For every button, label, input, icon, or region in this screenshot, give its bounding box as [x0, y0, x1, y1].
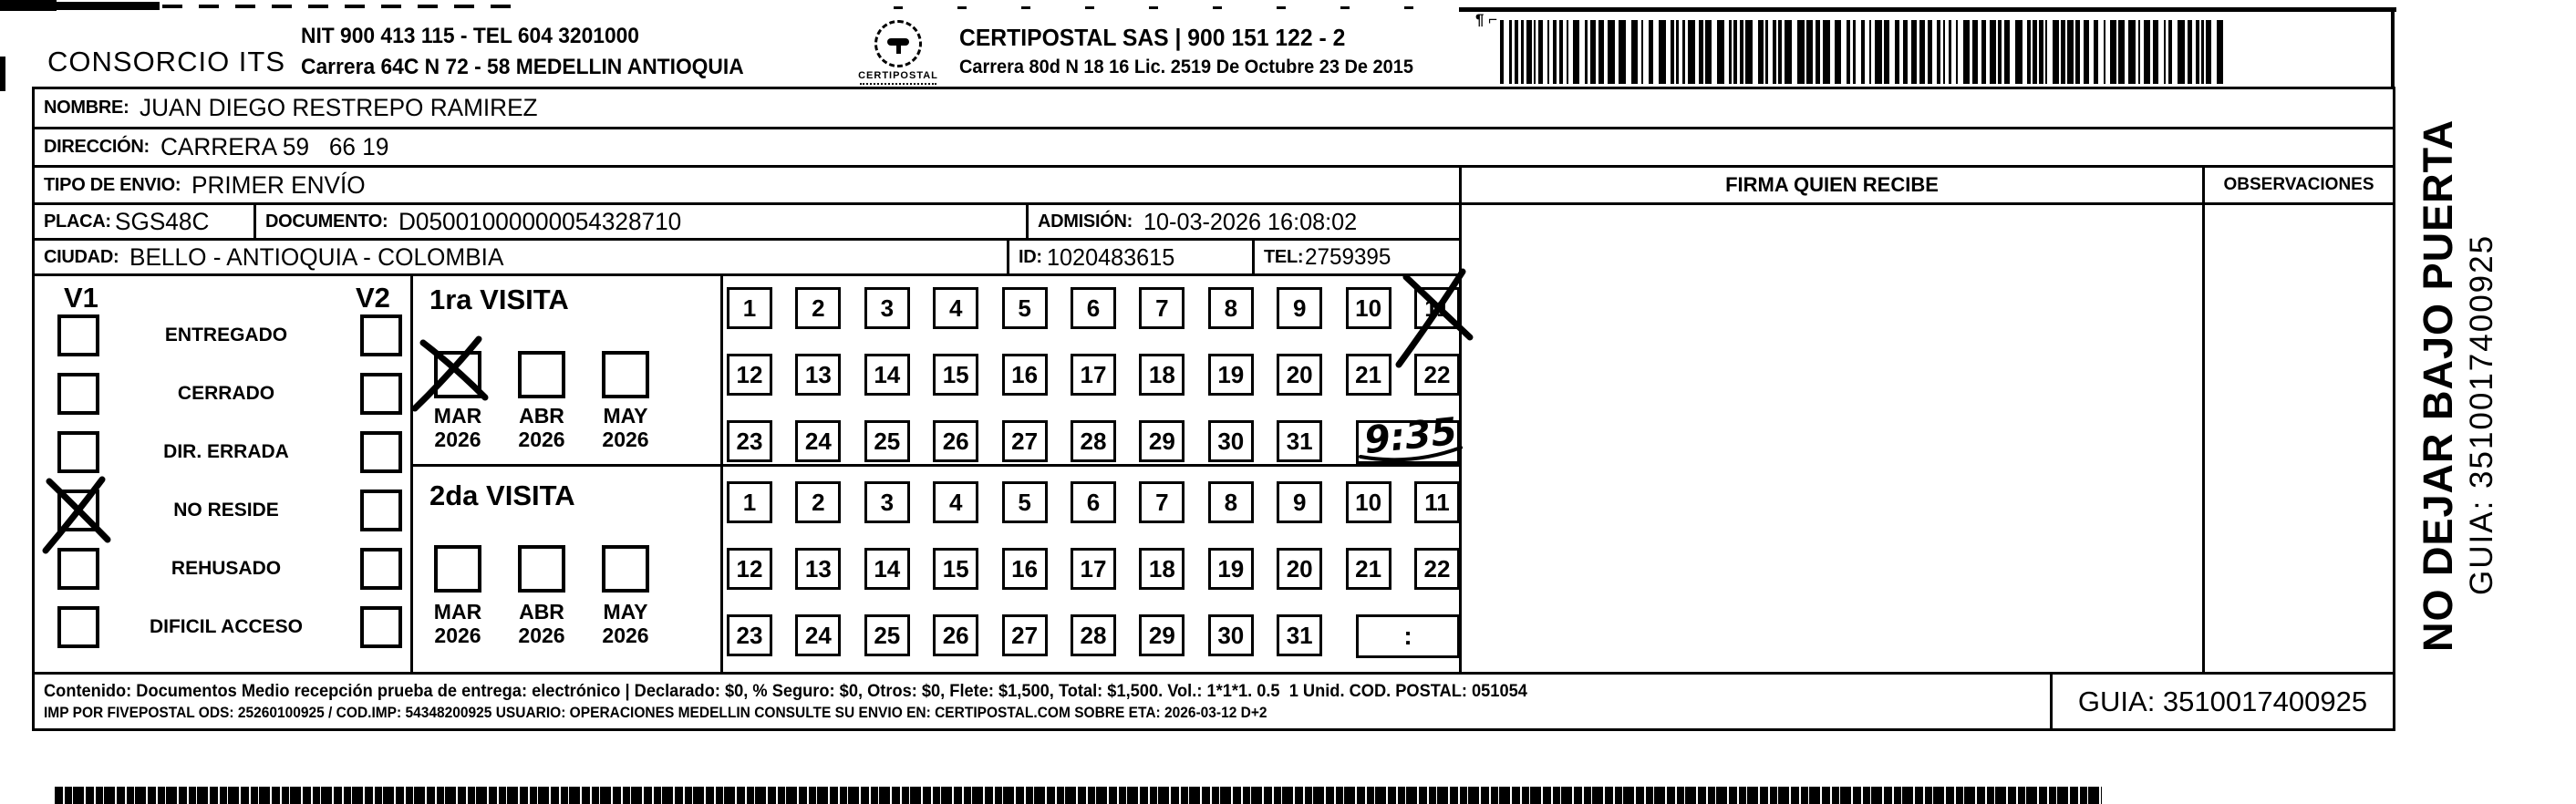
admision-cell — [1026, 202, 1462, 241]
day-cell-9: 9 — [1277, 287, 1322, 329]
day-cell-14: 14 — [864, 354, 910, 396]
nombre-label: NOMBRE: — [44, 98, 129, 118]
month-checkbox-abr — [518, 545, 565, 593]
v1-checkbox-dir-errada — [57, 431, 99, 473]
firma-header-cell — [1459, 165, 2205, 205]
day-cell-4: 4 — [933, 287, 978, 329]
day-cell-6: 6 — [1071, 481, 1116, 523]
day-cell-30: 30 — [1208, 420, 1254, 462]
sender-nit-line: NIT 900 413 115 - TEL 604 3201000 — [301, 24, 639, 48]
status-option-label: REHUSADO — [171, 558, 282, 579]
visita2-month-panel — [410, 464, 723, 675]
day-cell-10: 10 — [1346, 287, 1391, 329]
certipostal-logo-text: CERTIPOSTAL — [858, 70, 938, 81]
day-cell-2: 2 — [795, 287, 841, 329]
day-cell-21: 21 — [1346, 548, 1391, 590]
certipostal-logo — [848, 20, 948, 85]
documento-cell — [253, 202, 1029, 241]
day-cell-15: 15 — [933, 354, 978, 396]
day-cell-17: 17 — [1071, 548, 1116, 590]
day-cell-1: 1 — [727, 287, 772, 329]
tel-value: 2759395 — [1305, 243, 1391, 270]
day-cell-10: 10 — [1346, 481, 1391, 523]
scan-artifact — [0, 57, 5, 91]
day-cell-31: 31 — [1277, 614, 1322, 656]
day-cell-11: 11 — [1414, 481, 1460, 523]
tipo-envio-value: PRIMER ENVÍO — [191, 170, 366, 199]
guia-number-vertical: GUIA: 3510017400925 — [2464, 233, 2499, 596]
day-cell-26: 26 — [933, 420, 978, 462]
day-cell-27: 27 — [1002, 420, 1048, 462]
day-cell-25: 25 — [864, 614, 910, 656]
documento-value: D05001000000054328710 — [398, 207, 682, 235]
month-label: MAR — [433, 404, 482, 428]
admision-value: 10-03-2026 16:08:02 — [1143, 207, 1358, 235]
v2-column-header: V2 — [356, 282, 390, 314]
day-cell-8: 8 — [1208, 287, 1254, 329]
status-option-label: DIFICIL ACCESO — [149, 616, 303, 637]
visit-time-box: : — [1356, 614, 1460, 658]
month-label: MAY — [603, 600, 648, 624]
day-cell-6: 6 — [1071, 287, 1116, 329]
day-cell-30: 30 — [1208, 614, 1254, 656]
id-value: 1020483615 — [1046, 242, 1175, 271]
tel-cell — [1252, 238, 1462, 276]
ciudad-label: CIUDAD: — [44, 246, 119, 267]
day-cell-17: 17 — [1071, 354, 1116, 396]
day-cell-20: 20 — [1277, 548, 1322, 590]
day-cell-13: 13 — [795, 548, 841, 590]
day-cell-19: 19 — [1208, 548, 1254, 590]
day-cell-24: 24 — [795, 614, 841, 656]
day-cell-5: 5 — [1002, 481, 1048, 523]
day-cell-29: 29 — [1139, 614, 1185, 656]
scan-artifact: ¶ ⌐ — [1475, 11, 1498, 28]
month-year-label: 2026 — [434, 624, 481, 647]
placa-value: SGS48C — [114, 207, 210, 235]
day-cell-23: 23 — [727, 614, 772, 656]
nombre-value: JUAN DIEGO RESTREPO RAMIREZ — [140, 94, 539, 121]
scan-artifact — [162, 5, 513, 8]
v2-checkbox-no-reside — [360, 490, 402, 531]
sender-address-line: Carrera 64C N 72 - 58 MEDELLIN ANTIOQUIA — [301, 55, 744, 79]
day-cell-22: 22 — [1414, 548, 1460, 590]
day-cell-13: 13 — [795, 354, 841, 396]
day-cell-29: 29 — [1139, 420, 1185, 462]
day-cell-3: 3 — [864, 287, 910, 329]
status-option-label: NO RESIDE — [173, 500, 279, 521]
month-checkbox-may — [602, 351, 649, 398]
day-cell-5: 5 — [1002, 287, 1048, 329]
post-horn-icon — [885, 30, 912, 57]
guia-number-value: GUIA: 3510017400925 — [2077, 685, 2368, 717]
firma-signature-area — [1459, 202, 2205, 675]
month-year-label: 2026 — [602, 428, 649, 451]
month-label: ABR — [519, 600, 564, 624]
day-cell-9: 9 — [1277, 481, 1322, 523]
day-cell-20: 20 — [1277, 354, 1322, 396]
visita2-day-calendar — [720, 464, 1462, 675]
day-cell-23: 23 — [727, 420, 772, 462]
tracking-barcode — [1500, 20, 2229, 84]
day-cell-26: 26 — [933, 614, 978, 656]
day-cell-4: 4 — [933, 481, 978, 523]
day-cell-2: 2 — [795, 481, 841, 523]
visita1-month-panel — [410, 273, 723, 467]
visita1-time-handwritten: 9:35 — [1361, 408, 1460, 463]
month-checkbox-abr — [518, 351, 565, 398]
tipo-envio-label: TIPO DE ENVIO: — [44, 174, 181, 195]
tipo-envio-cell — [32, 165, 1462, 205]
day-cell-24: 24 — [795, 420, 841, 462]
v1-checkbox-no-reside — [57, 490, 99, 531]
v1-checkbox-entregado — [57, 314, 99, 356]
firma-header-label: FIRMA QUIEN RECIBE — [1725, 173, 1939, 196]
day-cell-28: 28 — [1071, 420, 1116, 462]
certipostal-logo-tagline — [860, 83, 936, 85]
day-cell-11: 11 — [1414, 287, 1460, 329]
month-year-label: 2026 — [518, 428, 565, 451]
month-year-label: 2026 — [434, 428, 481, 451]
v1-checkbox-cerrado — [57, 373, 99, 415]
day-cell-22: 22 — [1414, 354, 1460, 396]
day-cell-16: 16 — [1002, 354, 1048, 396]
scan-artifact — [57, 2, 160, 10]
direccion-row — [32, 127, 2395, 168]
month-year-label: 2026 — [518, 624, 565, 647]
visita1-day-calendar — [720, 273, 1462, 467]
day-cell-19: 19 — [1208, 354, 1254, 396]
certipostal-logo-icon — [874, 20, 922, 67]
month-checkbox-mar — [434, 351, 481, 398]
certipostal-address-line: Carrera 80d N 18 16 Lic. 2519 De Octubre 23 De 2015 — [959, 57, 1413, 77]
day-cell-12: 12 — [727, 548, 772, 590]
certipostal-name-line: CERTIPOSTAL SAS | 900 151 122 - 2 — [959, 24, 1346, 51]
v2-checkbox-dificil-acceso — [360, 606, 402, 648]
day-cell-3: 3 — [864, 481, 910, 523]
day-cell-7: 7 — [1139, 287, 1185, 329]
v2-checkbox-entregado — [360, 314, 402, 356]
barcode-bars — [1500, 20, 2229, 84]
placa-cell — [32, 202, 256, 241]
day-cell-18: 18 — [1139, 354, 1185, 396]
ciudad-cell — [32, 238, 1009, 276]
id-cell — [1007, 238, 1255, 276]
sender-company-name: CONSORCIO ITS — [47, 46, 286, 77]
day-cell-28: 28 — [1071, 614, 1116, 656]
id-label: ID: — [1019, 246, 1042, 267]
observaciones-header-cell — [2202, 165, 2395, 205]
month-label: MAR — [433, 600, 482, 624]
v2-checkbox-dir-errada — [360, 431, 402, 473]
day-cell-31: 31 — [1277, 420, 1322, 462]
handling-instruction-vertical: NO DEJAR BAJO PUERTA — [2415, 119, 2461, 652]
scan-artifact — [2391, 10, 2395, 87]
status-option-label: DIR. ERRADA — [163, 441, 289, 462]
bottom-barcode-strip — [55, 787, 2102, 804]
day-cell-25: 25 — [864, 420, 910, 462]
ciudad-value: BELLO - ANTIOQUIA - COLOMBIA — [129, 242, 504, 271]
v1-checkbox-dificil-acceso — [57, 606, 99, 648]
day-cell-8: 8 — [1208, 481, 1254, 523]
month-label: ABR — [519, 404, 564, 428]
direccion-label: DIRECCIÓN: — [44, 137, 150, 157]
delivery-status-panel — [32, 273, 413, 675]
day-cell-16: 16 — [1002, 548, 1048, 590]
contenido-line: Contenido: Documentos Medio recepción prueba de entrega: electrónico | Declarado: $0, % Seguro: $0, Otros: $0, Flete: $1,500, Total: $1,500. Vol.: 1*1*1. 0.5 1 Unid. COD. POSTAL: 051054 — [44, 681, 1527, 701]
scan-artifact — [0, 0, 57, 11]
observaciones-area — [2202, 202, 2395, 675]
guia-number-cell — [2050, 672, 2395, 731]
day-cell-7: 7 — [1139, 481, 1185, 523]
observaciones-header-label: OBSERVACIONES — [2223, 175, 2374, 194]
contenido-cell — [32, 672, 2053, 731]
visita2-title: 2da VISITA — [429, 479, 575, 511]
month-label: MAY — [603, 404, 648, 428]
v2-checkbox-cerrado — [360, 373, 402, 415]
v1-column-header: V1 — [64, 282, 98, 314]
status-option-label: CERRADO — [177, 383, 275, 404]
placa-label: PLACA: — [44, 211, 111, 232]
day-cell-1: 1 — [727, 481, 772, 523]
scan-artifact — [894, 6, 1459, 9]
day-cell-12: 12 — [727, 354, 772, 396]
month-checkbox-mar — [434, 545, 481, 593]
nombre-row — [32, 87, 2395, 129]
imp-line: IMP POR FIVEPOSTAL ODS: 25260100925 / COD.IMP: 54348200925 USUARIO: OPERACIONES MEDELLIN CONSULTE SU ENVIO EN: CERTIPOSTAL.COM SOBRE ETA: 2026-03-12 D+2 — [44, 704, 1267, 721]
day-cell-27: 27 — [1002, 614, 1048, 656]
visita1-title: 1ra VISITA — [429, 283, 569, 315]
day-cell-15: 15 — [933, 548, 978, 590]
direccion-value: CARRERA 59 66 19 — [160, 133, 389, 160]
day-cell-21: 21 — [1346, 354, 1391, 396]
month-checkbox-may — [602, 545, 649, 593]
v1-checkbox-rehusado — [57, 548, 99, 590]
month-year-label: 2026 — [602, 624, 649, 647]
day-cell-14: 14 — [864, 548, 910, 590]
documento-label: DOCUMENTO: — [265, 211, 388, 232]
scan-artifact — [1459, 7, 2396, 12]
day-cell-18: 18 — [1139, 548, 1185, 590]
v2-checkbox-rehusado — [360, 548, 402, 590]
admision-label: ADMISIÓN: — [1038, 211, 1133, 232]
status-option-label: ENTREGADO — [164, 325, 288, 345]
tel-label: TEL: — [1264, 246, 1304, 267]
